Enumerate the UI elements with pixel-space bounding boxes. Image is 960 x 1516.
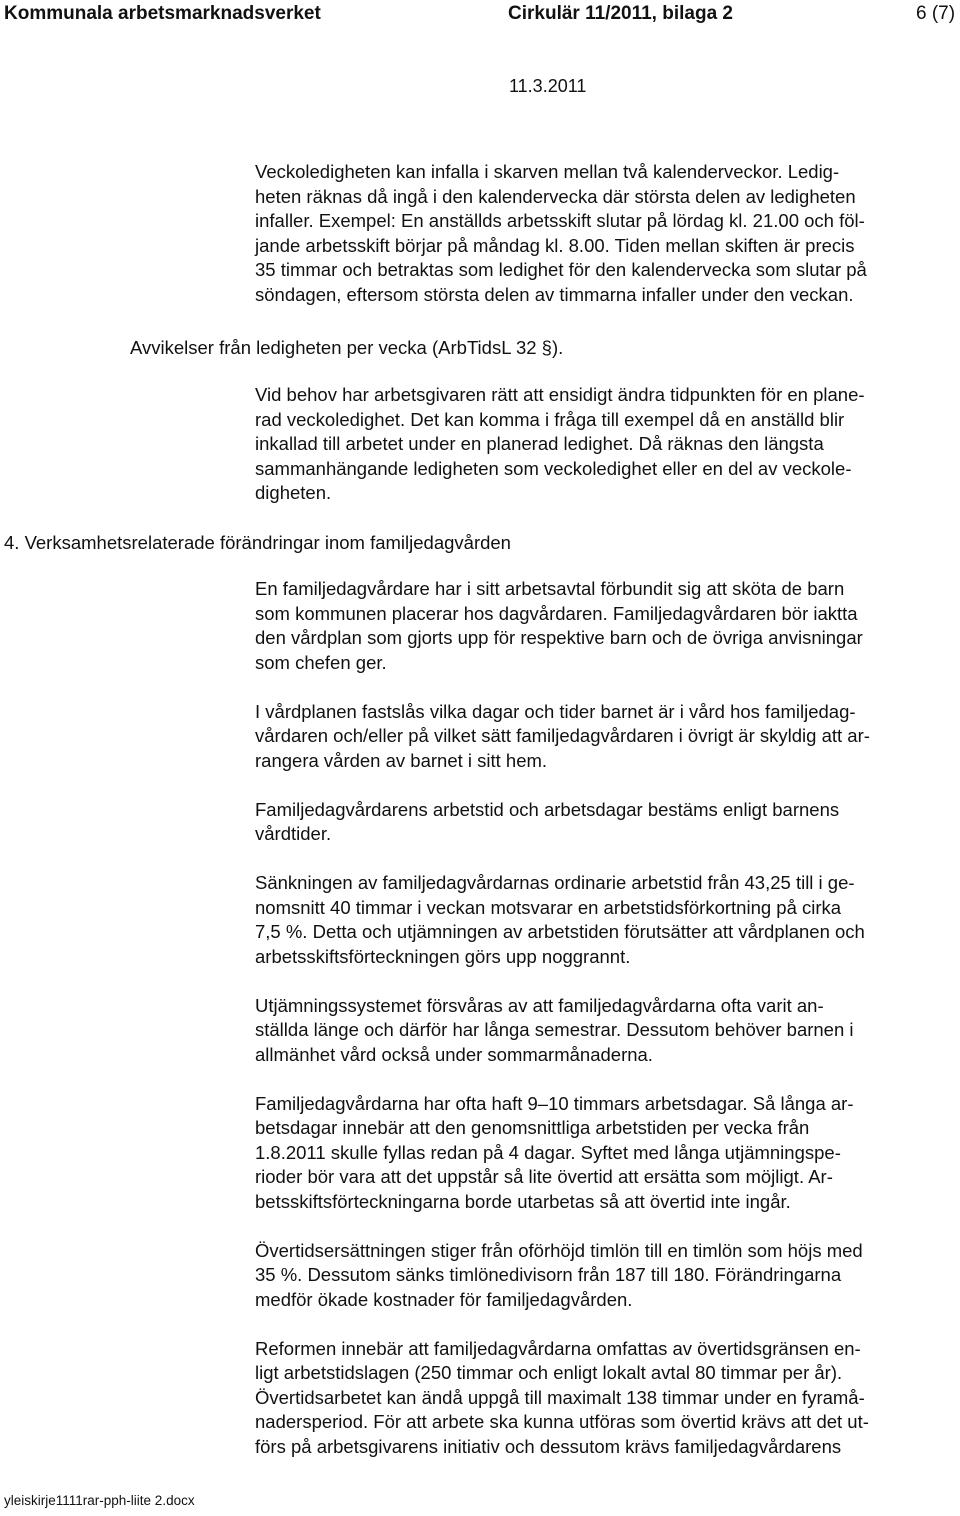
text-line: heten räknas då ingå i den kalendervecka där största delen av ledigheten	[255, 185, 856, 207]
text-line: Övertidsarbetet kan ändå uppgå till maximalt 138 timmar under en fyramå-	[255, 1386, 865, 1408]
text-line: betsskiftsförteckningarna borde utarbetas så att övertid inte ingår.	[255, 1190, 791, 1212]
text-line: vårdaren och/eller på vilket sätt familjedagvårdaren i övrigt är skyldig att ar-	[255, 725, 870, 746]
section-4-body	[255, 577, 870, 1484]
text-line: Sänkningen av familjedagvårdarnas ordinarie arbetstid från 43,25 till i ge-	[255, 872, 855, 893]
text-line: vårdtider.	[255, 823, 332, 844]
text-line: Veckoledigheten kan infalla i skarven mellan två kalenderveckor. Ledig-	[255, 161, 840, 182]
document-date: 11.3.2011	[509, 76, 587, 96]
text-line: förs på arbetsgivarens initiativ och dessutom krävs familjedagvårdarens	[255, 1435, 842, 1457]
text-line: som chefen ger.	[255, 651, 387, 673]
text-line: 35 %. Dessutom sänks timlönedivisorn från 187 till 180. Förändringarna	[255, 1264, 842, 1285]
text-line: Familjedagvårdarna har ofta haft 9–10 timmars arbetsdagar. Så långa ar-	[255, 1092, 854, 1114]
text-line: ställda länge och därför har långa semestrar. Dessutom behöver barnen i	[255, 1019, 854, 1040]
section-4-heading: 4. Verksamhetsrelaterade förändringar inom familjedagvården	[4, 532, 511, 553]
text-line: 1.8.2011 skulle fyllas redan på 4 dagar. Syftet med långa utjämningspe-	[255, 1141, 841, 1163]
paragraph	[255, 1239, 870, 1313]
text-line: Reformen innebär att familjedagvårdarna omfattas av övertidsgränsen en-	[255, 1337, 861, 1359]
text-line: arbetsskiftsförteckningen görs upp noggrannt.	[255, 945, 631, 967]
organization-name: Kommunala arbetsmarknadsverket	[4, 3, 321, 24]
text-line: allmänhet vård också under sommarmånaderna.	[255, 1043, 653, 1065]
text-line: 35 timmar och betraktas som ledighet för den kalendervecka som slutar på	[255, 259, 867, 280]
text-line: sammanhängande ledigheten som veckoledighet eller en del av veckole-	[255, 457, 852, 479]
text-line: jande arbetsskift börjar på måndag kl. 8.00. Tiden mellan skiften är precis	[255, 234, 855, 256]
text-line: ligt arbetstidslagen (250 timmar och enligt lokalt avtal 80 timmar per år).	[255, 1362, 843, 1383]
text-line: En familjedagvårdare har i sitt arbetsavtal förbundit sig att sköta de barn	[255, 578, 845, 599]
text-line: Familjedagvårdarens arbetstid och arbetsdagar bestäms enligt barnens	[255, 798, 840, 820]
text-line: rangera vården av barnet i sitt hem.	[255, 749, 548, 771]
paragraph	[255, 577, 870, 675]
paragraph	[255, 994, 870, 1068]
text-line: den vårdplan som gjorts upp för respektive barn och de övriga anvisningar	[255, 627, 863, 648]
paragraph	[255, 700, 870, 774]
text-line: betsdagar innebär att den genomsnittliga arbetstiden per vecka från	[255, 1117, 810, 1138]
text-line: medför ökade kostnader för familjedagvården.	[255, 1288, 633, 1310]
text-line: infaller. Exempel: En anställds arbetsskift slutar på lördag kl. 21.00 och föl-	[255, 210, 865, 231]
page-number: 6 (7)	[916, 3, 956, 24]
text-line: nomsnitt 40 timmar i veckan motsvarar en arbetstidsförkortning på cirka	[255, 896, 842, 918]
circular-reference: Cirkulär 11/2011, bilaga 2	[508, 3, 733, 24]
paragraph	[255, 1092, 870, 1215]
file-name-footer: yleiskirje1111rar-pph-liite 2.docx	[4, 1493, 195, 1508]
text-line: söndagen, eftersom största delen av timmarna infaller under den veckan.	[255, 283, 854, 305]
deviations-paragraph	[255, 383, 865, 506]
text-line: inkallad till arbetet under en planerad ledighet. Då räknas den längsta	[255, 433, 824, 454]
text-line: rioder bör vara att det uppstår så lite övertid att ersätta som möjligt. Ar-	[255, 1166, 833, 1187]
text-line: nadersperiod. För att arbete ska kunna utföras som övertid krävs att det ut-	[255, 1411, 869, 1432]
paragraph	[255, 798, 870, 847]
text-line: som kommunen placerar hos dagvårdaren. Familjedagvårdaren bör iaktta	[255, 602, 858, 624]
paragraph	[255, 871, 870, 969]
intro-paragraph	[255, 160, 867, 307]
deviations-heading: Avvikelser från ledigheten per vecka (ArbTidsL 32 §).	[130, 337, 564, 358]
paragraph	[255, 1337, 870, 1460]
text-line: Utjämningssystemet försvåras av att familjedagvårdarna ofta varit an-	[255, 994, 824, 1016]
text-line: Vid behov har arbetsgivaren rätt att ensidigt ändra tidpunkten för en plane-	[255, 384, 865, 405]
text-line: 7,5 %. Detta och utjämningen av arbetstiden förutsätter att vårdplanen och	[255, 921, 865, 942]
text-line: digheten.	[255, 482, 332, 503]
text-line: I vårdplanen fastslås vilka dagar och tider barnet är i vård hos familjedag-	[255, 700, 856, 722]
text-line: rad veckoledighet. Det kan komma i fråga till exempel då en anställd blir	[255, 408, 845, 430]
text-line: Övertidsersättningen stiger från oförhöjd timlön till en timlön som höjs med	[255, 1239, 863, 1261]
